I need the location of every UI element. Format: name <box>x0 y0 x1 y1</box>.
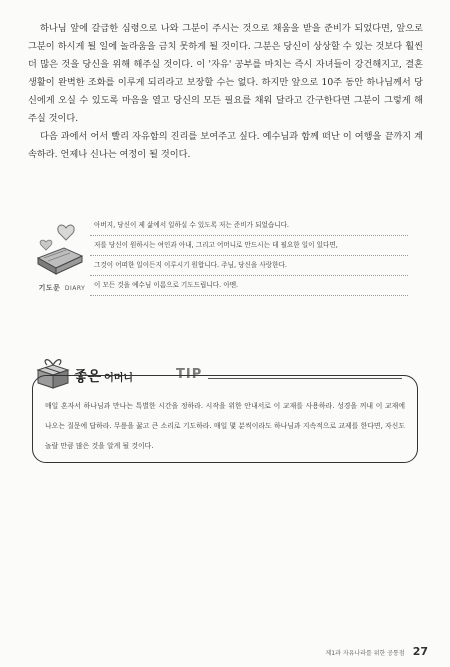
prayer-line: 아버지, 당신이 제 삶에서 일하실 수 있도록 저는 준비가 되었습니다. <box>90 216 408 236</box>
tip-title-small: 어머니 <box>104 373 134 384</box>
paragraph-1: 하나님 앞에 갈급한 심령으로 나와 그분이 주시는 것으로 채움을 받을 준비가 되었다면, 앞으로 그분이 하시게 될 일에 놀라움을 금치 못하게 될 것이다. 그분은 당신이 상상할 수 있는 것보다 훨씬 더 많은 것을 당신을 위해 해주실 것이다. 이 '자유' 공부를 마치는 즉시 자녀들이 강건해지고, 결혼 생활이 완벽한 조화를 이루게 되리라고 보장할 수는 없다. 하지만 앞으로 10주 동안 하나님께서 당신에게 오실 수 있도록 마음을 열고 당신의 모든 필요를 채워 달라고 간구한다면 그분이 그렇게 해주실 것이다. <box>28 23 423 124</box>
paragraph-2: 다음 과에서 어서 빨리 자유함의 진리를 보여주고 싶다. 예수님과 함께 떠난 이 여행을 끝까지 계속하라. 언제나 신나는 여정이 될 것이다. <box>28 131 423 160</box>
tip-box <box>32 375 418 463</box>
prayer-section <box>32 212 412 322</box>
prayer-caption-ko: 기도문 <box>38 284 61 292</box>
body-text <box>28 20 423 164</box>
prayer-caption-en: DIARY <box>64 285 86 292</box>
prayer-caption <box>36 283 88 293</box>
prayer-line: 저를 당신이 원하시는 여인과 아내, 그리고 어머니로 만드시는 데 필요한 일이 있다면, <box>90 236 408 256</box>
tip-title-main: 좋은 <box>74 369 102 385</box>
page-footer <box>326 640 429 659</box>
tip-text: 매일 혼자서 하나님과 만나는 특별한 시간을 정하라. 시작을 위한 안내서로 이 교재를 사용하라. 성경을 꺼내 이 교재에 나오는 질문에 답하라. 무릎을 꿇고 큰 소리로 기도하라. 매일 몇 분씩이라도 하나님과 지속적으로 교제를 한다면, 자신도 놀랄 만큼 많은 것을 알게 될 것이다. <box>45 402 405 450</box>
prayer-line: 그것이 어떠한 일이든지 이루시기 원합니다. 주님, 당신을 사랑한다. <box>90 256 408 276</box>
footer-caption: 제1과 자유나라를 위한 공통점 <box>325 650 405 657</box>
prayer-lines <box>90 216 408 296</box>
prayer-book-icon <box>36 222 84 280</box>
page-number: 27 <box>412 645 428 658</box>
prayer-line: 이 모든 것을 예수님 이름으로 기도드립니다. 아멘. <box>90 276 408 296</box>
tip-label: TIP <box>176 367 203 382</box>
